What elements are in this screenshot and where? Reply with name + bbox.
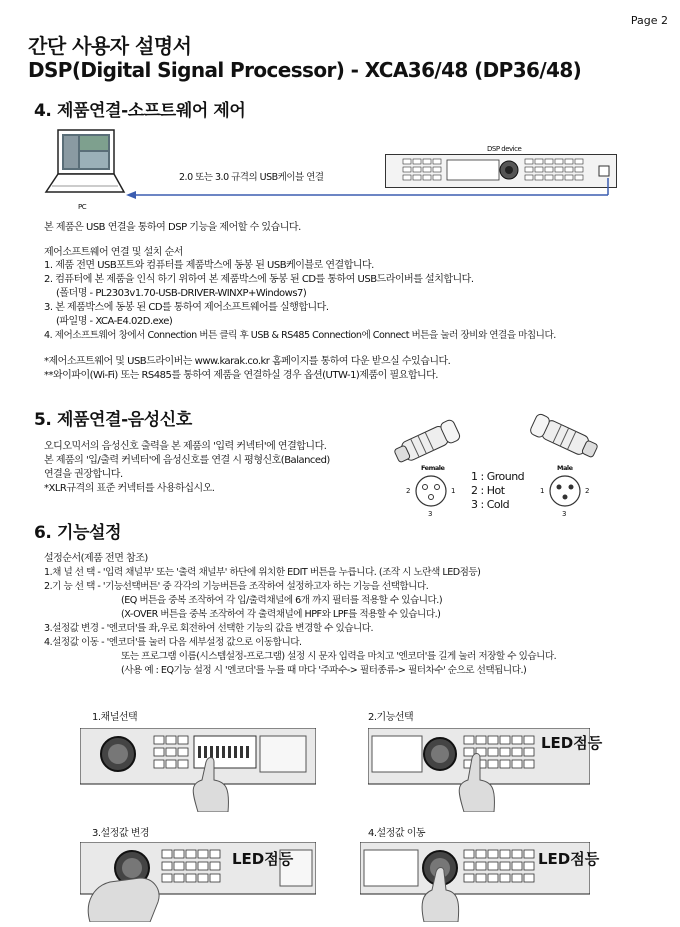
page-number: Page 2 — [630, 14, 668, 27]
pin-ground: 1 : Ground — [471, 470, 525, 483]
sec5-line2: 본 제품의 '입/출력 커넥터'에 음성신호를 연결 시 평형신호(Balanced) — [44, 455, 330, 466]
section6-heading: 6. 기능설정 — [34, 523, 122, 543]
pin-hot: 2 : Hot — [471, 484, 505, 497]
pin-cold: 3 : Cold — [471, 498, 510, 511]
func-line2a: (EQ 버튼을 중복 조작하여 각 입/출력채널에 6개 까지 필터를 적용할 수 있습니다.) — [121, 595, 443, 606]
led-label-3: LED점등 — [232, 850, 294, 868]
led-label-2: LED점등 — [541, 734, 603, 752]
step3-sub: (파일명 - XCA-E4.02D.exe) — [56, 316, 173, 327]
led-label-4: LED점등 — [538, 850, 600, 868]
func-line4: 4.설정값 이동 - '엔코더'를 눌러 다음 세부설정 값으로 이동합니다. — [44, 637, 302, 648]
female-pin1: 1 — [451, 487, 455, 495]
caption-channel-select: 1.채널선택 — [92, 712, 138, 723]
female-pin3: 3 — [428, 510, 432, 518]
male-label: Male — [557, 464, 573, 472]
step1: 1. 제품 전면 USB포트와 컴퓨터를 제품박스에 동봉 된 USB케이블로 연결합니다. — [44, 260, 374, 271]
female-pinout-icon — [414, 474, 448, 508]
section5-heading: 5. 제품연결-음성신호 — [34, 410, 192, 430]
step4: 4. 제어소프트웨어 창에서 Connection 버튼 클릭 후 USB & RS485 Connection에 Connect 버튼을 눌러 장비와 연결을 마칩니다. — [44, 330, 556, 341]
caption-value-change: 3.설정값 변경 — [92, 828, 150, 839]
female-pin2: 2 — [406, 487, 410, 495]
sec5-line4: *XLR규격의 표준 커넥터를 사용하십시오. — [44, 483, 215, 494]
section4-heading: 4. 제품연결-소프트웨어 제어 — [34, 101, 246, 121]
step3: 3. 본 제품박스에 동봉 된 CD를 통하여 제어소프트웨어를 실행합니다. — [44, 302, 329, 313]
func-line2b: (X-OVER 버튼을 중복 조작하여 각 출력채널에 HPF와 LPF를 적용할 수 있습니다.) — [121, 609, 441, 620]
func-line2: 2.기 능 선 택 - '기능선택버튼' 중 각각의 기능버튼을 조작하여 설정하고자 하는 기능을 선택합니다. — [44, 581, 429, 592]
female-label: Female — [421, 464, 445, 472]
func-line3: 3.설정값 변경 - '엔코더'를 좌,우로 회전하여 선택한 기능의 값을 변경할 수 있습니다. — [44, 623, 374, 634]
male-pinout-icon — [548, 474, 582, 508]
order-title: 설정순서(제품 전면 참조) — [44, 553, 148, 564]
dsp-device-label: DSP device — [487, 145, 522, 153]
func-line1: 1.채 널 선 택 - '입력 채널부' 또는 '출력 채널부' 하단에 위치한 EDIT 버튼을 누릅니다. (조작 시 노란색 LED점등) — [44, 567, 481, 578]
note1: *제어소프트웨어 및 USB드라이버는 www.karak.co.kr 홈페이지를 통하여 다운 받으실 수있습니다. — [44, 356, 451, 367]
xlr-female-connector-icon — [392, 418, 464, 468]
step2-sub: (폴더명 - PL2303v1.70-USB-DRIVER-WINXP+Windows7) — [56, 288, 307, 299]
laptop-icon — [44, 128, 126, 200]
caption-value-move: 4.설정값 이동 — [368, 828, 426, 839]
doc-subtitle: DSP(Digital Signal Processor) - XCA36/48 (DP36/48) — [28, 58, 582, 82]
male-pin3: 3 — [562, 510, 566, 518]
note2: **와이파이(Wi-Fi) 또는 RS485를 통하여 제품을 연결하실 경우 옵션(UTW-1)제품이 필요합니다. — [44, 370, 438, 381]
caption-function-select: 2.기능선택 — [368, 712, 414, 723]
doc-title: 간단 사용자 설명서 — [28, 34, 192, 58]
step2: 2. 컴퓨터에 본 제품을 인식 하기 위하여 본 제품박스에 동봉 된 CD를 통하여 USB드라이버를 설치합니다. — [44, 274, 474, 285]
male-pin2: 2 — [585, 487, 589, 495]
steps-title: 제어소프트웨어 연결 및 설치 순서 — [44, 247, 183, 258]
male-pin1: 1 — [540, 487, 544, 495]
xlr-male-connector-icon — [528, 412, 600, 464]
cable-label: 2.0 또는 3.0 규격의 USB케이블 연결 — [179, 172, 324, 183]
func-line4a: 또는 프로그램 이름(시스템설정-프로그램) 설정 시 문자 입력을 마치고 '엔코더'를 길게 눌러 저장할 수 있습니다. — [121, 651, 557, 662]
sec4-intro: 본 제품은 USB 연결을 통하여 DSP 기능을 제어할 수 있습니다. — [44, 222, 301, 233]
func-line4b: (사용 예 : EQ기능 설정 시 '엔코더'를 누를 때 마다 '주파수-> 필터종류-> 필터차수' 순으로 선택됩니다.) — [121, 665, 527, 676]
sec5-line3: 연결을 권장합니다. — [44, 469, 123, 480]
pc-label: PC — [78, 203, 87, 211]
sec5-line1: 오디오믹서의 음성신호 출력을 본 제품의 '입력 커넥터'에 연결합니다. — [44, 441, 327, 452]
photo-channel-select — [80, 728, 316, 812]
